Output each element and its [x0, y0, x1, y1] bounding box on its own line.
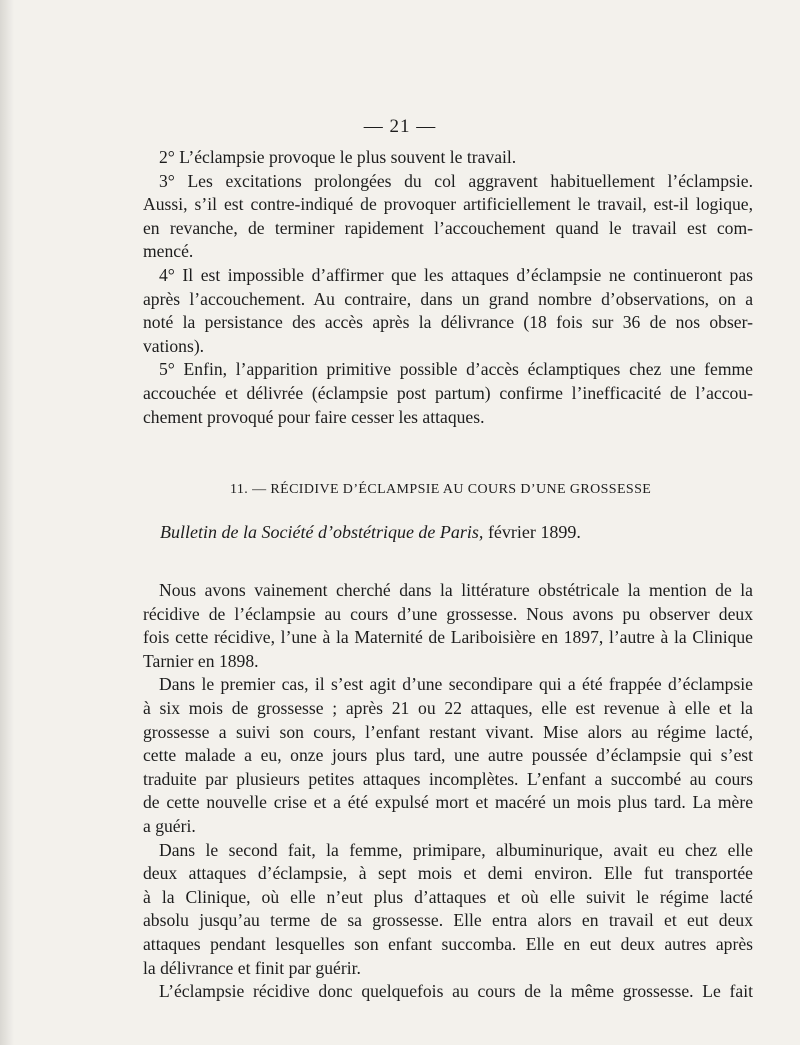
- text-line: de cette nouvelle crise et a été expulsé mort et macéré un mois plus tard. La mère: [143, 792, 753, 813]
- text-line: 3° Les excitations prolongées du col aggravent habituellement l’éclampsie.: [159, 170, 753, 191]
- text-line: à la Clinique, où elle n’eut plus d’attaques et où elle suivit le régime lacté: [143, 886, 753, 907]
- citation: [160, 522, 680, 543]
- text-line: accouchée et délivrée (éclampsie post partum) confirme l’inefficacité de l’accou-: [143, 383, 753, 403]
- citation-journal: Bulletin de la Société d’obstétrique de Paris,: [160, 522, 484, 542]
- text-line: après l’accouchement. Au contraire, dans un grand nombre d’observations, on a: [143, 288, 753, 309]
- text-line: Nous avons vainement cherché dans la littérature obstétricale la mention de la: [159, 580, 753, 600]
- text-line: attaques pendant lesquelles son enfant succomba. Elle en eut deux autres après: [143, 934, 753, 954]
- text-line: traduite par plusieurs petites attaques incomplètes. L’enfant a succombé au cours: [143, 768, 753, 789]
- text-line: 4° Il est impossible d’affirmer que les attaques d’éclampsie ne continueront pas: [159, 265, 753, 285]
- page-edge-shadow: [0, 0, 14, 1045]
- text-line: la délivrance et finit par guérir.: [143, 957, 361, 978]
- text-line: vations).: [143, 335, 205, 356]
- page-number: — 21 —: [363, 116, 437, 137]
- text-line: 2° L’éclampsie provoque le plus souvent le travail.: [159, 147, 517, 167]
- text-line: grossesse a suivi son cours, l’enfant restant vivant. Mise alors au régime lacté,: [143, 721, 753, 742]
- text-line: à six mois de grossesse ; après 21 ou 22 attaques, elle est revenue à elle et la: [143, 698, 753, 718]
- citation-date: février 1899.: [483, 522, 581, 542]
- section-title: 11. — RÉCIDIVE D’ÉCLAMPSIE AU COURS D’UNE GROSSESSE: [230, 482, 652, 497]
- text-line: absolu jusqu’au terme de sa grossesse. Elle entra alors en travail et eut deux: [143, 910, 753, 931]
- text-line: en revanche, de terminer rapidement l’accouchement quand le travail est com-: [143, 217, 753, 238]
- text-line: cette malade a eu, onze jours plus tard, une autre poussée d’éclampsie qui s’est: [143, 745, 753, 766]
- text-line: fois cette récidive, l’une à la Maternité de Lariboisière en 1897, l’autre à la Clinique: [143, 627, 753, 648]
- text-line: chement provoqué pour faire cesser les attaques.: [143, 406, 485, 427]
- text-line: mencé.: [143, 241, 194, 262]
- text-line: Dans le premier cas, il s’est agit d’une secondipare qui a été frappée d’éclampsie: [159, 674, 753, 695]
- text-line: L’éclampsie récidive donc quelquefois au cours de la même grossesse. Le fait: [159, 981, 753, 1002]
- text-line: a guéri.: [143, 816, 196, 836]
- text-line: noté la persistance des accès après la délivrance (18 fois sur 36 de nos obser-: [143, 312, 753, 333]
- text-line: Aussi, s’il est contre-indiqué de provoquer artificiellement le travail, est-il logique,: [143, 194, 753, 215]
- text-line: Dans le second fait, la femme, primipare, albuminurique, avait eu chez elle: [159, 839, 753, 860]
- text-line: deux attaques d’éclampsie, à sept mois et demi environ. Elle fut transportée: [143, 863, 753, 884]
- text-line: récidive de l’éclampsie au cours d’une grossesse. Nous avons pu observer deux: [143, 603, 753, 624]
- text-line: 5° Enfin, l’apparition primitive possible d’accès éclamptiques chez une femme: [159, 359, 753, 380]
- text-line: Tarnier en 1898.: [143, 650, 259, 671]
